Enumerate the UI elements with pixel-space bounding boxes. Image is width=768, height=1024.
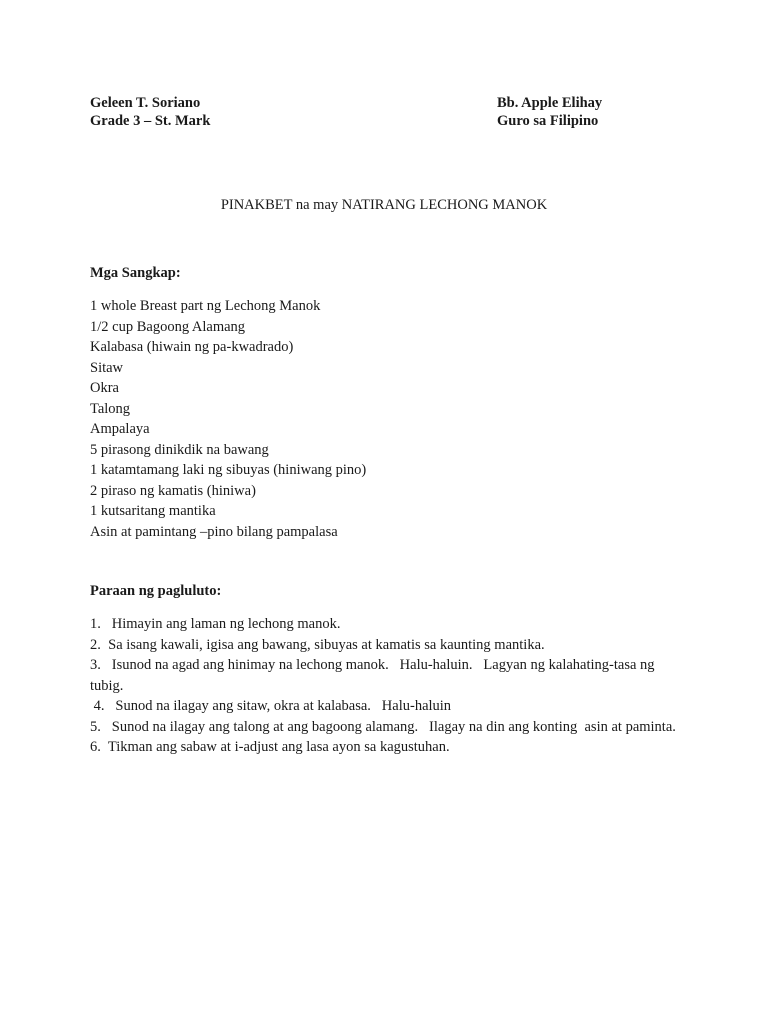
ingredient-item: Kalabasa (hiwain ng pa-kwadrado) [90, 339, 294, 355]
procedure-steps [90, 614, 690, 758]
ingredient-item: Ampalaya [90, 421, 150, 437]
teacher-name: Bb. Apple Elihay [497, 95, 603, 111]
ingredient-item: 1/2 cup Bagoong Alamang [90, 318, 246, 335]
ingredient-item: Asin at pamintang –pino bilang pampalasa [90, 523, 338, 540]
ingredients-list [90, 296, 690, 542]
procedure-step: 5. Sunod na ilagay ang talong at ang bagoong alamang. Ilagay na din ang konting asin at paminta. [90, 718, 676, 735]
student-name: Geleen T. Soriano [90, 95, 201, 111]
student-grade: Grade 3 – St. Mark [90, 113, 211, 129]
procedure-step: 3. Isunod na agad ang hinimay na lechong manok. Halu-haluin. Lagyan ng kalahating-tasa ng tubig. [90, 657, 659, 694]
ingredient-item: 1 whole Breast part ng Lechong Manok [90, 298, 321, 314]
ingredient-item: Okra [90, 380, 119, 396]
ingredient-item: 1 kutsaritang mantika [90, 503, 216, 519]
procedure-step: 4. Sunod na ilagay ang sitaw, okra at kalabasa. Halu-haluin [90, 698, 452, 714]
teacher-role: Guro sa Filipino [497, 113, 599, 129]
ingredients-heading: Mga Sangkap: [90, 265, 181, 281]
ingredient-item: 1 katamtamang laki ng sibuyas (hiniwang pino) [90, 462, 367, 478]
teacher-info [497, 94, 602, 130]
procedure-heading: Paraan ng pagluluto: [90, 583, 222, 599]
ingredient-item: 2 piraso ng kamatis (hiniwa) [90, 482, 256, 499]
procedure-step: 2. Sa isang kawali, igisa ang bawang, sibuyas at kamatis sa kaunting mantika. [90, 636, 545, 653]
recipe-title: PINAKBET na may NATIRANG LECHONG MANOK [220, 197, 548, 213]
procedure-step: 1. Himayin ang laman ng lechong manok. [90, 616, 341, 632]
ingredient-item: Talong [90, 400, 131, 417]
procedure-step: 6. Tikman ang sabaw at i-adjust ang lasa ayon sa kagustuhan. [90, 739, 450, 755]
ingredient-item: Sitaw [90, 359, 124, 376]
student-info [90, 94, 210, 130]
ingredient-item: 5 pirasong dinikdik na bawang [90, 441, 269, 458]
